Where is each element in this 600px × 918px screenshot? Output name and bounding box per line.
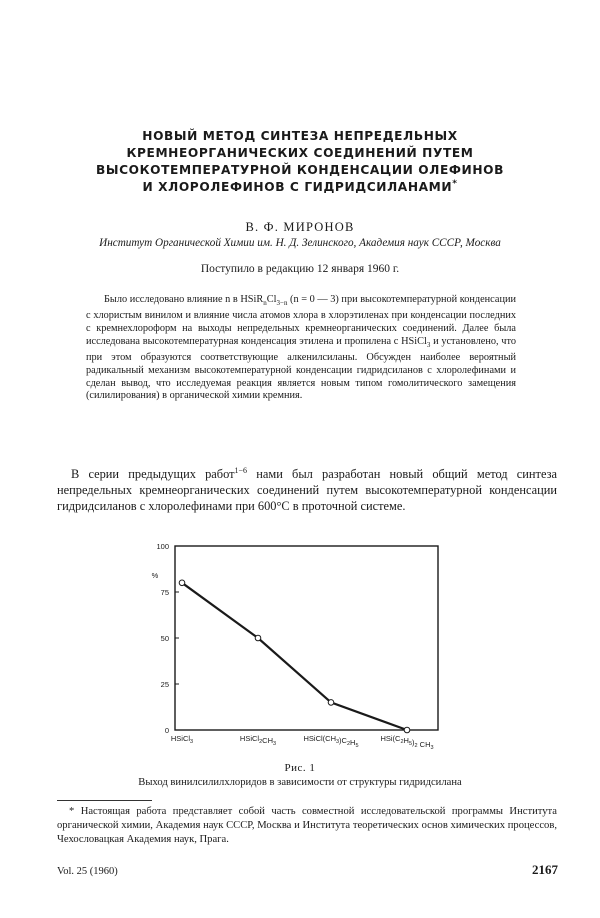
title-footnote-mark: * — [452, 178, 458, 189]
abstract-sub-3n: 3−n — [276, 299, 288, 308]
x-tick-label: $HSiCl(CH_3)C_2H_5$ — [303, 734, 359, 749]
data-point — [328, 700, 334, 706]
abstract-paragraph — [86, 294, 516, 403]
author-affiliation: Институт Органической Химии им. Н. Д. Зелинского, Академия наук СССР, Москва — [99, 237, 501, 249]
figure-caption-text: Выход винилсилилхлоридов в зависимости от структуры гидридсилана — [138, 777, 462, 788]
abstract-text-1: Было исследовано влияние n в HSiR — [104, 294, 264, 305]
abstract-sub-3: 3 — [426, 340, 431, 349]
figure-1 — [130, 538, 460, 758]
data-point — [255, 635, 261, 641]
abstract-text-3: (n = 0 — 3) при высокотемпературной конденсации с хлористым винилом и влияние числа атомов хлора в хлорэтиленах при конденсации последних с кремнехлороформ на выходы непредельных кремнеорганических соединений. Далее была исследована высокотемпературная конденсация этилена и пропилена с HSiCl — [86, 294, 516, 347]
title-line-2: КРЕМНЕОРГАНИЧЕСКИХ СОЕДИНЕНИЙ ПУТЕМ — [126, 146, 474, 160]
author-name: В. Ф. МИРОНОВ — [245, 220, 355, 234]
abstract-text-2: Cl — [266, 294, 277, 305]
abstract-text-4: и установлено, что при этом образуются соответствующие алкенилсиланы. Обсужден наиболее вероятный радикальный механизм высокотемпературной конденсации гидридсиланов с хлоролефинами и сделан вывод, что исследуемая реакция является новым типом гомолитического замещения (силилирования) в органической химии кремния. — [86, 335, 516, 402]
body-text-1: В серии предыдущих работ — [71, 467, 235, 481]
x-tick-label: HSiCl$_3$ — [170, 734, 194, 745]
y-axis-label: % — [151, 571, 159, 580]
title-line-4-text: И ХЛОРОЛЕФИНОВ С ГИДРИДСИЛАНАМИ — [142, 180, 453, 194]
yield-chart — [130, 538, 460, 758]
page-number: 2167 — [532, 862, 558, 877]
body-text-2: нами был разработан новый общий метод синтеза непредельных кремнеорганических соединений путем высокотемпературной конденсации гидридсиланов с хлоролефинами при 600°С в проточной системе. — [57, 467, 557, 513]
y-tick-label: 75 — [160, 588, 169, 597]
article-title — [95, 128, 505, 196]
footnote — [57, 805, 557, 847]
data-point — [404, 727, 410, 733]
x-tick-label: $HSiCl_2CH_3$ — [239, 734, 277, 747]
footnote-rule — [57, 800, 152, 801]
title-line-4 — [95, 179, 505, 196]
reference-superscript: 1−6 — [234, 465, 248, 475]
series-line — [182, 583, 407, 730]
title-line-3: ВЫСОКОТЕМПЕРАТУРНОЙ КОНДЕНСАЦИИ ОЛЕФИНОВ — [95, 163, 505, 177]
received-date: Поступило в редакцию 12 января 1960 г. — [200, 263, 400, 275]
abstract — [86, 294, 516, 403]
abstract-sub-n: n — [263, 299, 267, 308]
title-line-1: НОВЫЙ МЕТОД СИНТЕЗА НЕПРЕДЕЛЬНЫХ — [142, 129, 458, 143]
data-point — [179, 580, 185, 586]
figure-caption-number: Рис. 1 — [284, 762, 316, 774]
body-paragraph — [57, 466, 557, 514]
plot-frame — [175, 546, 438, 730]
footnote-text: * Настоящая работа представляет собой часть совместной исследовательской программы Института органической химии, Академия наук СССР, Москва и Института теоретических основ химических процессов, Чехословацкая Академия наук, Прага. — [57, 806, 557, 845]
y-tick-label: 25 — [160, 680, 169, 689]
y-tick-label: 100 — [156, 542, 169, 551]
body-text — [57, 466, 557, 514]
y-tick-label: 0 — [164, 726, 169, 735]
y-tick-label: 50 — [160, 634, 169, 643]
x-tick-label: $HSi(C_2H_5)_2$ $CH_3$ — [380, 734, 434, 751]
journal-volume: Vol. 25 (1960) — [57, 866, 118, 877]
